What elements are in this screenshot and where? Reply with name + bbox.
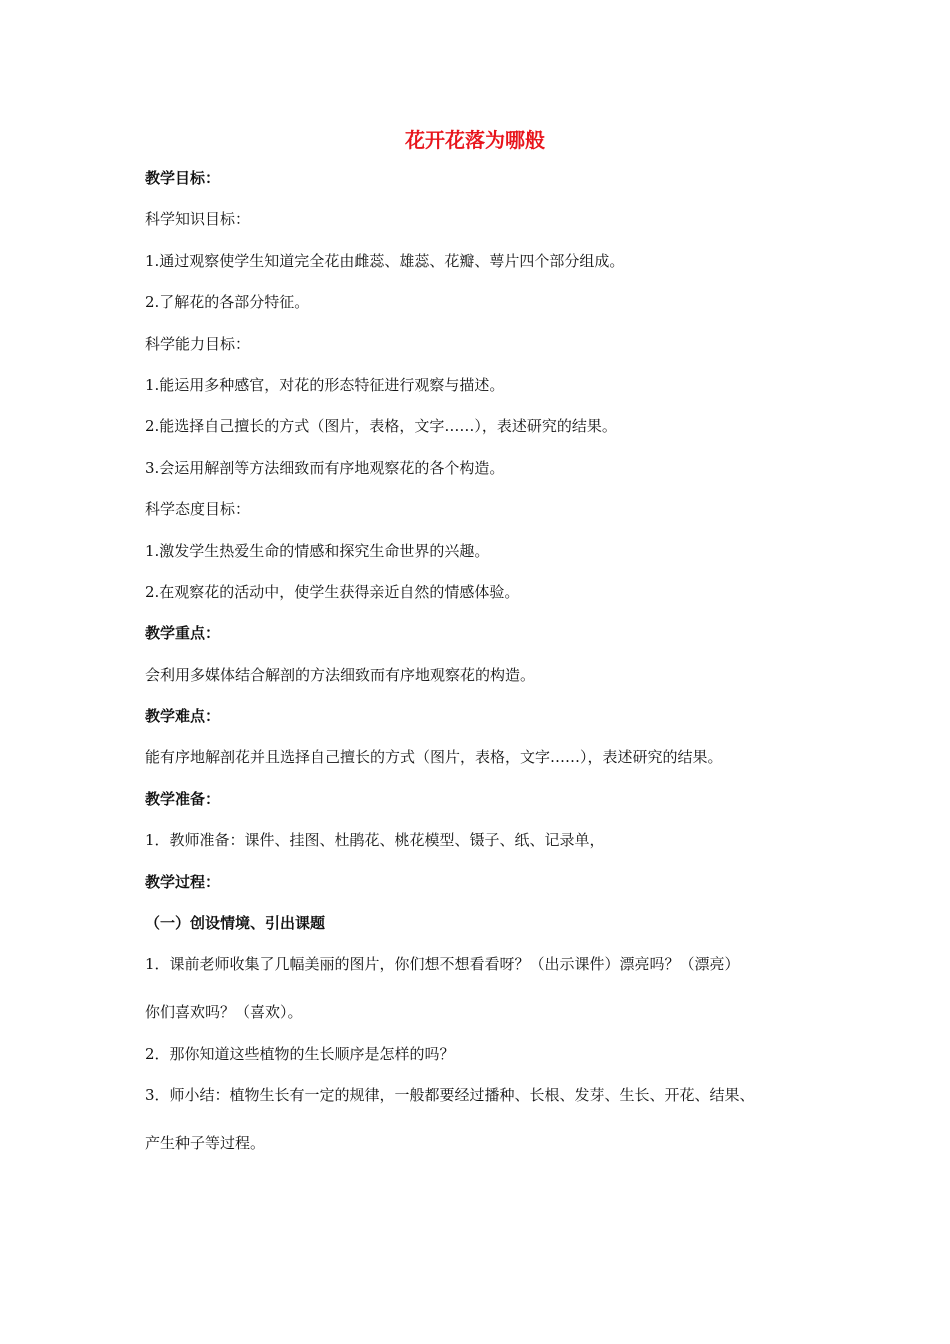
body-paragraph: 3．师小结：植物生长有一定的规律，一般都要经过播种、长根、发芽、生长、开花、结果、: [145, 1086, 755, 1105]
section-heading: 教学目标：: [145, 169, 221, 187]
section-heading: 教学准备：: [145, 789, 221, 808]
body-paragraph: 会利用多媒体结合解剖的方法细致而有序地观察花的构造。: [145, 665, 536, 684]
body-paragraph: 1.激发学生热爱生命的情感和探究生命世界的兴趣。: [145, 541, 490, 560]
section-heading: 教学过程：: [145, 872, 221, 891]
body-paragraph: 2.能选择自己擅长的方式（图片，表格，文字……），表述研究的结果。: [145, 417, 617, 436]
section-heading: 教学重点：: [145, 624, 221, 643]
section-heading: 教学难点：: [145, 707, 221, 726]
document-title: 花开花落为哪般: [405, 128, 545, 152]
body-paragraph: 2.了解花的各部分特征。: [145, 293, 310, 312]
body-paragraph: 1.能运用多种感官，对花的形态特征进行观察与描述。: [145, 375, 505, 394]
body-paragraph: 科学能力目标：: [145, 334, 251, 353]
body-paragraph: 科学知识目标：: [145, 210, 251, 229]
body-paragraph: 产生种子等过程。: [145, 1134, 266, 1153]
body-paragraph: 2.在观察花的活动中，使学生获得亲近自然的情感体验。: [145, 582, 520, 601]
body-paragraph: 1.通过观察使学生知道完全花由雌蕊、雄蕊、花瓣、萼片四个部分组成。: [145, 251, 625, 270]
body-paragraph: 1．教师准备：课件、挂图、杜鹃花、桃花模型、镊子、纸、记录单，: [145, 831, 605, 850]
document-body: [145, 168, 845, 1175]
body-paragraph: 你们喜欢吗？（喜欢）。: [145, 1003, 303, 1022]
body-paragraph: 3.会运用解剖等方法细致而有序地观察花的各个构造。: [145, 458, 505, 477]
body-paragraph: 1．课前老师收集了几幅美丽的图片，你们想不想看看呀？（出示课件）漂亮吗？（漂亮）: [145, 955, 740, 974]
body-paragraph: 科学态度目标：: [145, 500, 251, 519]
body-paragraph: 能有序地解剖花并且选择自己擅长的方式（图片，表格，文字……），表述研究的结果。: [145, 748, 723, 767]
section-heading: （一）创设情境、引出课题: [145, 914, 326, 933]
body-paragraph: 2．那你知道这些植物的生长顺序是怎样的吗？: [145, 1044, 455, 1063]
